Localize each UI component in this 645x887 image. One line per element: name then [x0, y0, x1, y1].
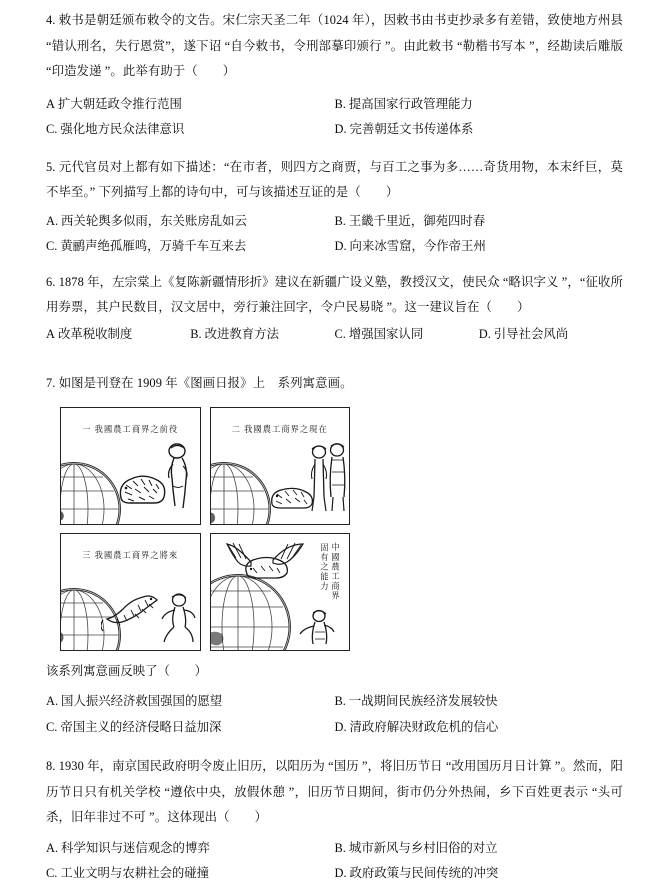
- option-A-text: 科学知识与迷信观念的博弈: [61, 840, 210, 855]
- option-A[interactable]: [46, 322, 190, 348]
- option-D[interactable]: [335, 117, 624, 143]
- option-row: [46, 117, 623, 143]
- globe-grid: [60, 463, 120, 525]
- option-B[interactable]: [335, 689, 624, 715]
- option-C-text: 强化地方民众法律意识: [60, 122, 185, 136]
- globe-icon: [60, 462, 121, 525]
- option-A-label: A.: [46, 213, 59, 228]
- comic-panel-3-caption: 三 我國農工商界之將來: [82, 550, 179, 560]
- question-6: [46, 262, 623, 348]
- option-B-label: B.: [334, 840, 346, 855]
- option-C-text: 工业文明与农耕社会的碰撞: [60, 866, 210, 880]
- question-8: [46, 742, 623, 887]
- question-5: [46, 145, 623, 260]
- option-C-text: 黄鹂声绝孤雁鸣，万骑千车互来去: [60, 239, 247, 253]
- option-C[interactable]: [46, 234, 335, 260]
- option-D[interactable]: [335, 861, 624, 887]
- globe-grid: [210, 463, 270, 525]
- option-B-text: 一战期间民族经济发展较快: [348, 694, 498, 708]
- option-D-text: 向来冰雪窟，今作帝王州: [349, 239, 486, 253]
- question-8-options: [46, 831, 623, 887]
- question-4-options: [46, 85, 623, 143]
- question-4-stem: 4. 敕书是朝廷颁布敕令的文告。宋仁宗天圣二年（1024 年），因敕书由书吏抄录多有差错，致使地方州县 “错认刑名，失行恩赏”，遂下诏 “自今敕书，令刑部摹印颁行 ”。由此敕书 “勒楷书写本 ”，经勘读后雕版 “印造发递 ”。此举有助于（ ）: [46, 13, 623, 78]
- option-B-label: B.: [190, 326, 202, 341]
- option-A[interactable]: [46, 689, 335, 715]
- option-A[interactable]: [46, 92, 335, 118]
- comic-row-bottom: [60, 533, 350, 651]
- option-row: [46, 689, 623, 715]
- option-B-label: B.: [334, 694, 346, 708]
- option-C-label: C.: [46, 239, 58, 253]
- option-C-label: C.: [46, 122, 58, 136]
- winged-tiger-sketch: [225, 540, 309, 596]
- option-D-label: D.: [334, 866, 347, 880]
- option-A-label: A: [46, 96, 55, 111]
- option-row: [46, 209, 623, 235]
- option-C[interactable]: [46, 715, 335, 741]
- two-standing-figures-sketch: [307, 440, 349, 516]
- comic-panel-4-caption-col1: 中國農工商界: [331, 542, 340, 601]
- option-A-text: 西关轮舆多似雨，东关账房乱如云: [61, 213, 247, 228]
- option-A-label: A: [46, 326, 55, 341]
- option-D-label: D.: [334, 239, 347, 253]
- option-D-text: 政府政策与民间传统的冲突: [349, 866, 499, 880]
- option-A-text: 扩大朝廷政令推行范围: [57, 96, 182, 111]
- question-7-options: [46, 684, 623, 740]
- option-D-text: 清政府解决财政危机的信心: [349, 719, 499, 734]
- option-A[interactable]: [46, 836, 335, 862]
- question-8-stem: 8. 1930 年，南京国民政府明令废止旧历，以阳历为 “国历 ”，将旧历节日 “改用国历月日计算 ”。然而，阳历节日只有机关学校 “遵依中央，放假休憩 ”，旧历节日期间，街市仍分外热闹，乡下百姓更表示 “头可杀，旧年非过不可 ”。这体现出（ ）: [46, 759, 623, 824]
- comic-panel-3: [60, 533, 201, 651]
- fleeing-man-sketch: [297, 608, 335, 650]
- option-C[interactable]: [46, 117, 335, 143]
- option-B-label: B.: [334, 96, 346, 111]
- comic-figure: [60, 407, 350, 651]
- option-D[interactable]: [335, 234, 624, 260]
- question-4: [46, 6, 623, 143]
- option-A-text: 改革税收制度: [57, 326, 133, 341]
- tiger-leaping-sketch: [101, 588, 161, 634]
- option-D-label: D.: [334, 122, 347, 136]
- option-row: [46, 234, 623, 260]
- comic-panel-4-caption: [330, 542, 341, 600]
- option-C-label: C.: [46, 866, 58, 880]
- question-6-stem: 6. 1878 年，左宗棠上《复陈新疆情形折》建议在新疆广设义塾，教授汉文，使民众 “略识字义 ”，“征收所用券票，其户民数目，汉文居中，旁行兼注回字，令户民易晓 ”。这一建议旨在（ ）: [46, 274, 623, 314]
- question-5-options: [46, 206, 623, 260]
- option-B[interactable]: [335, 209, 624, 235]
- question-5-stem: 5. 元代官员对上都有如下描述：“在市者，则四方之商贾，与百工之事为多……奇货用物，本末纤巨，莫不毕至。” 下列描写上都的诗句中，可与该描述互证的是（ ）: [46, 159, 623, 199]
- option-A[interactable]: [46, 209, 335, 235]
- option-D-text: 引导社会风尚: [493, 326, 569, 341]
- option-A-label: A.: [46, 840, 59, 855]
- option-D-label: D.: [478, 326, 491, 341]
- globe-icon: [210, 462, 271, 525]
- option-C-label: C.: [334, 326, 346, 341]
- option-row: [46, 92, 623, 118]
- running-man-sketch: [157, 592, 197, 644]
- comic-panel-4-caption-secondary: [319, 542, 330, 590]
- question-6-options: [46, 321, 623, 348]
- option-row: [46, 836, 623, 862]
- question-7-lead-in: 该系列寓意画反映了（ ）: [46, 663, 208, 678]
- option-B[interactable]: [335, 92, 624, 118]
- comic-panel-4: [210, 533, 351, 651]
- option-B[interactable]: [190, 322, 334, 348]
- option-B-label: B.: [334, 213, 346, 228]
- comic-panel-1-caption: 一 我國農工商界之前役: [82, 424, 179, 434]
- comic-panel-4-caption-col2: 固有之能力: [320, 542, 329, 591]
- comic-panel-1: [60, 407, 201, 525]
- option-A-text: 国人振兴经济救国强国的愿望: [61, 694, 223, 708]
- option-B-text: 城市新风与乡村旧俗的对立: [348, 840, 498, 855]
- option-C-text: 增强国家认同: [348, 326, 424, 341]
- option-A-label: A.: [46, 694, 59, 708]
- option-C[interactable]: [46, 861, 335, 887]
- option-D[interactable]: [479, 322, 623, 348]
- option-C[interactable]: [335, 322, 479, 348]
- option-C-label: C.: [46, 719, 58, 734]
- option-row: [46, 322, 623, 348]
- question-7-stem: 7. 如图是刊登在 1909 年《图画日报》上 系列寓意画。: [46, 376, 353, 390]
- option-D[interactable]: [335, 715, 624, 741]
- option-B-text: 改进教育方法: [204, 326, 279, 341]
- option-B-text: 王畿千里近，御苑四时春: [348, 213, 486, 228]
- comic-panel-2-caption: 二 我國農工商界之現在: [231, 424, 328, 434]
- option-row: [46, 861, 623, 887]
- option-B-text: 提高国家行政管理能力: [348, 96, 473, 111]
- option-B[interactable]: [335, 836, 624, 862]
- option-row: [46, 715, 623, 741]
- option-C-text: 帝国主义的经济侵略日益加深: [60, 719, 222, 734]
- comic-row-top: [60, 407, 350, 525]
- comic-panel-2: [210, 407, 351, 525]
- option-D-label: D.: [334, 719, 347, 734]
- question-7: [46, 349, 623, 740]
- option-D-text: 完善朝廷文书传递体系: [349, 122, 474, 136]
- bowing-man-sketch: [161, 442, 195, 512]
